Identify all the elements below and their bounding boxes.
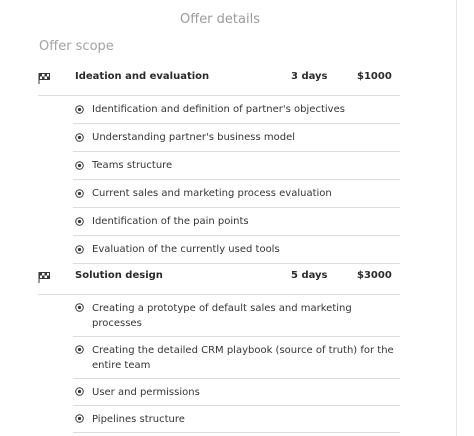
list-item — [73, 236, 400, 264]
section-duration: 5 days — [291, 270, 328, 281]
checkered-flag-icon — [38, 272, 50, 283]
list-item — [73, 124, 400, 152]
target-icon — [75, 345, 84, 354]
offer-section-solution-design — [38, 269, 400, 433]
list-item — [73, 379, 400, 406]
list-item-label: Pipelines structure — [92, 414, 185, 425]
list-item-label: User and permissions — [92, 387, 200, 398]
section-price: $3000 — [357, 270, 392, 281]
list-item-label: Creating a prototype of default sales and marketing processes — [92, 303, 352, 329]
checkered-flag-icon — [38, 73, 50, 84]
page-title: Offer details — [180, 12, 260, 27]
target-icon — [75, 133, 84, 142]
list-item-label: Identification and definition of partner's objectives — [92, 104, 345, 115]
target-icon — [75, 245, 84, 254]
list-item — [73, 180, 400, 208]
list-item-label: Identification of the pain points — [92, 216, 249, 227]
target-icon — [75, 414, 84, 423]
target-icon — [75, 217, 84, 226]
target-icon — [75, 105, 84, 114]
list-item-label: Evaluation of the currently used tools — [92, 244, 280, 255]
list-item — [73, 295, 400, 337]
target-icon — [75, 387, 84, 396]
list-item — [73, 406, 400, 433]
section-price: $1000 — [357, 71, 392, 82]
list-item-label: Teams structure — [92, 160, 173, 171]
list-item — [73, 337, 400, 379]
target-icon — [75, 161, 84, 170]
section-header — [38, 70, 400, 96]
right-edge-divider — [456, 0, 457, 436]
list-item-label: Creating the detailed CRM playbook (source of truth) for the entire team — [92, 345, 394, 371]
list-item — [73, 208, 400, 236]
list-item-label: Current sales and marketing process evaluation — [92, 188, 332, 199]
list-item — [73, 152, 400, 180]
section-header — [38, 269, 400, 295]
target-icon — [75, 303, 84, 312]
section-title: Ideation and evaluation — [75, 71, 210, 82]
list-item — [73, 96, 400, 124]
section-duration: 3 days — [291, 71, 328, 82]
target-icon — [75, 189, 84, 198]
section-title: Solution design — [75, 270, 163, 281]
section-heading-offer-scope: Offer scope — [39, 39, 114, 54]
list-item-label: Understanding partner's business model — [92, 132, 296, 143]
offer-section-ideation — [38, 70, 400, 264]
